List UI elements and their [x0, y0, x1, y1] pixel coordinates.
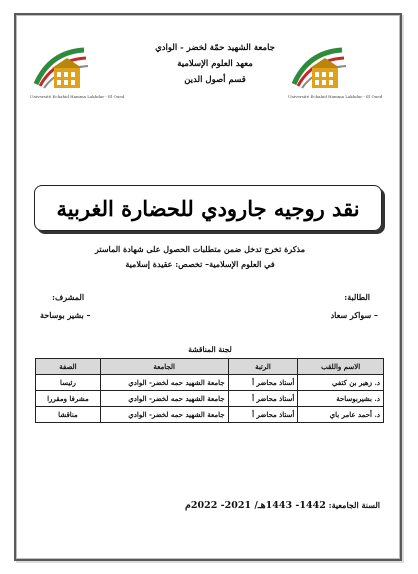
member-university: جامعة الشهيد حمه لخضر- الوادي: [100, 407, 228, 423]
thesis-title: نقد روجيه جارودي للحضارة الغربية: [34, 185, 382, 231]
committee-header-row: [36, 359, 384, 375]
institute-name: معهد العلوم الإسلامية: [177, 59, 253, 69]
committee-title: لجنة المناقشة: [188, 345, 232, 354]
university-logo-icon: [288, 44, 348, 94]
university-logo-icon: [30, 44, 90, 94]
thesis-subtitle-line2: في العلوم الإسلامية– تخصص: عقيدة إسلامية: [125, 259, 275, 269]
member-university: جامعة الشهيد حمه لخضر- الوادي: [100, 375, 228, 391]
logo-caption-left: Université Echahid Hamma Lakhdar - El Oued: [30, 94, 125, 99]
student-name: – سواكر سعاد: [330, 310, 378, 320]
member-role: مناقشا: [36, 407, 101, 423]
member-role: مشرفا ومقررا: [36, 391, 101, 407]
table-row: [36, 407, 384, 423]
member-role: رئيسا: [36, 375, 101, 391]
thesis-subtitle-line1: مذكرة تخرج تدخل ضمن متطلبات الحصول على شهادة الماستر: [94, 244, 305, 254]
member-name: د. بشيربوساحة: [298, 391, 384, 407]
header-university: الجامعة: [100, 359, 228, 375]
member-name: د. أحمد عامر باي: [298, 407, 384, 423]
academic-year-label: السنة الجامعية:: [328, 500, 380, 510]
table-row: [36, 391, 384, 407]
member-name: د. زهير بن كتفي: [298, 375, 384, 391]
institution-header: [140, 40, 290, 88]
university-name: جامعة الشهيد حمّة لخضر - الوادي: [155, 43, 275, 53]
member-rank: أستاذ محاضر أ: [228, 391, 298, 407]
member-rank: أستاذ محاضر أ: [228, 375, 298, 391]
header-name: الاسم واللقب: [298, 359, 384, 375]
member-university: جامعة الشهيد حمه لخضر- الوادي: [100, 391, 228, 407]
academic-year-value: 1442- 1443هـ/ 2021- 2022م: [185, 500, 326, 511]
committee-table: [35, 358, 384, 423]
academic-year: [100, 500, 380, 511]
university-logo-right: [288, 44, 383, 108]
student-label: الطالبة:: [344, 292, 370, 302]
header-role: الصفة: [36, 359, 101, 375]
university-logo-left: [30, 44, 125, 108]
supervisor-label: المشرف:: [52, 292, 85, 302]
table-row: [36, 375, 384, 391]
header-rank: الرتبة: [228, 359, 298, 375]
department-name: قسم أصول الدين: [184, 75, 246, 85]
supervisor-name: – بشير بوساحة: [40, 310, 91, 320]
member-rank: أستاذ محاضر أ: [228, 407, 298, 423]
logo-caption-right: Université Echahid Hamma Lakhdar - El Oued: [288, 94, 383, 99]
